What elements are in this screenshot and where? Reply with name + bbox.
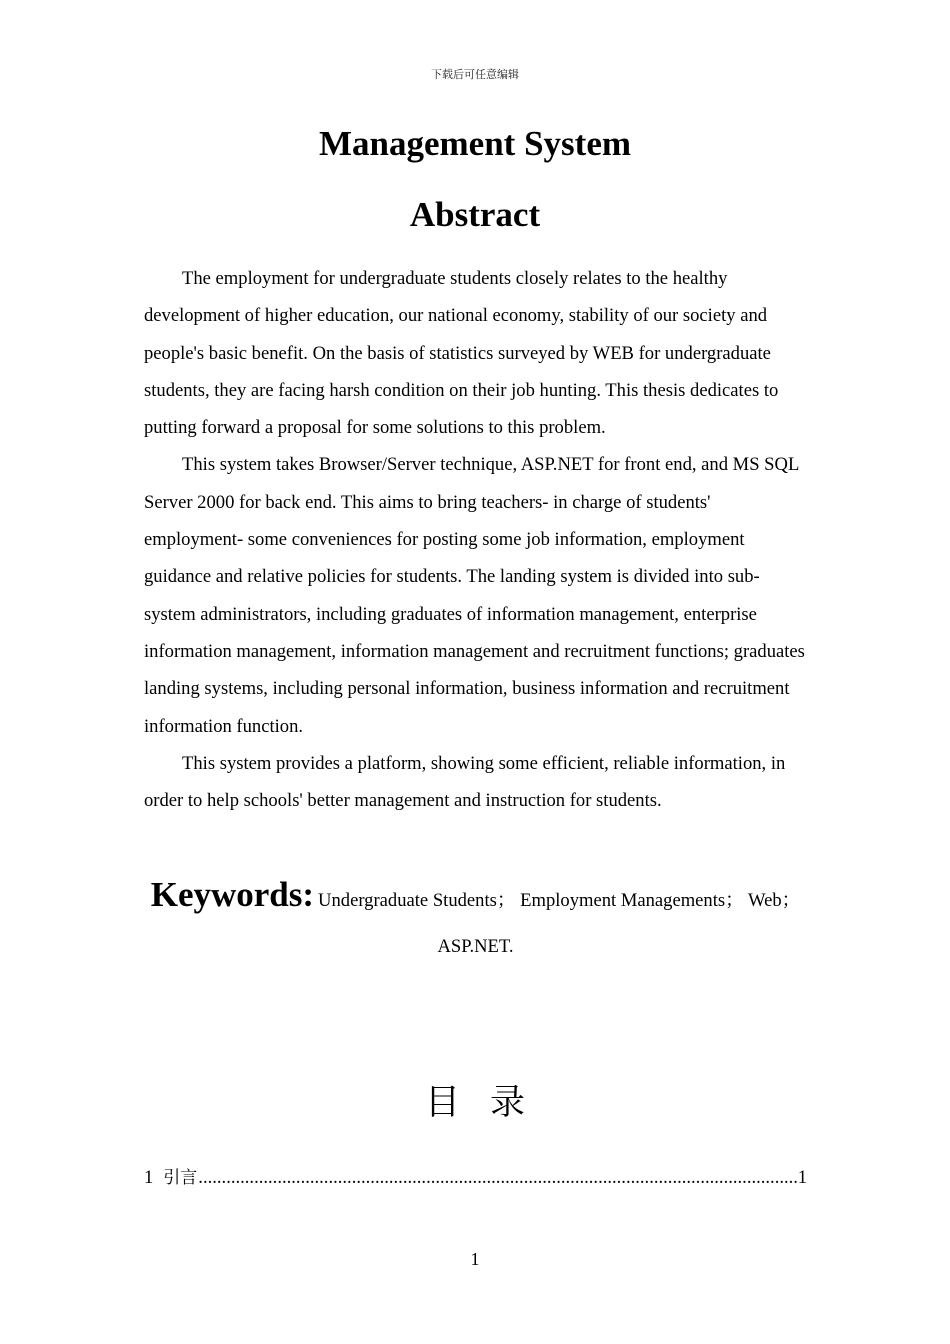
toc-title: 目录 xyxy=(424,1083,555,1123)
keywords-label: Keywords: xyxy=(150,875,315,914)
abstract-paragraph: The employment for undergraduate students closely relates to the healthy development of higher education, our national economy, stability of our society and people's basic benefit. On the basis of statistics surveyed by WEB for undergraduate students, they are facing harsh condition on their job hunting. This thesis dedicates to putting forward a proposal for some solutions to this problem. xyxy=(144,268,779,439)
abstract-paragraph: This system takes Browser/Server technique, ASP.NET for front end, and MS SQL Server 2000 for back end. This aims to bring teachers- in charge of students' employment- some conveniences for posting some job information, employment guidance and relative policies for students. The landing system is divided into sub-system administrators, including graduates of information management, enterprise information management, information management and recruitment functions; graduates landing systems, including personal information, business information and recruitment information function. xyxy=(144,454,805,737)
abstract-heading: Abstract xyxy=(409,195,541,234)
toc-dot-leader xyxy=(198,1166,796,1190)
toc-entry[interactable] xyxy=(144,1166,807,1190)
page-header-note: 下载后可任意编辑 xyxy=(431,68,519,81)
toc-entry-label: 引言 xyxy=(163,1168,198,1188)
toc-entry-page: 1 xyxy=(797,1167,807,1188)
toc-entry-number: 1 xyxy=(144,1167,154,1188)
keywords-block xyxy=(144,872,807,970)
document-title: Management System xyxy=(318,124,632,163)
keywords-text: Undergraduate Students； Employment Managements； Web； ASP.NET. xyxy=(318,890,801,957)
abstract-body xyxy=(144,260,807,819)
page-number: 1 xyxy=(470,1249,480,1269)
abstract-paragraph: This system provides a platform, showing some efficient, reliable information, in order to help schools' better management and instruction for students. xyxy=(144,752,786,812)
